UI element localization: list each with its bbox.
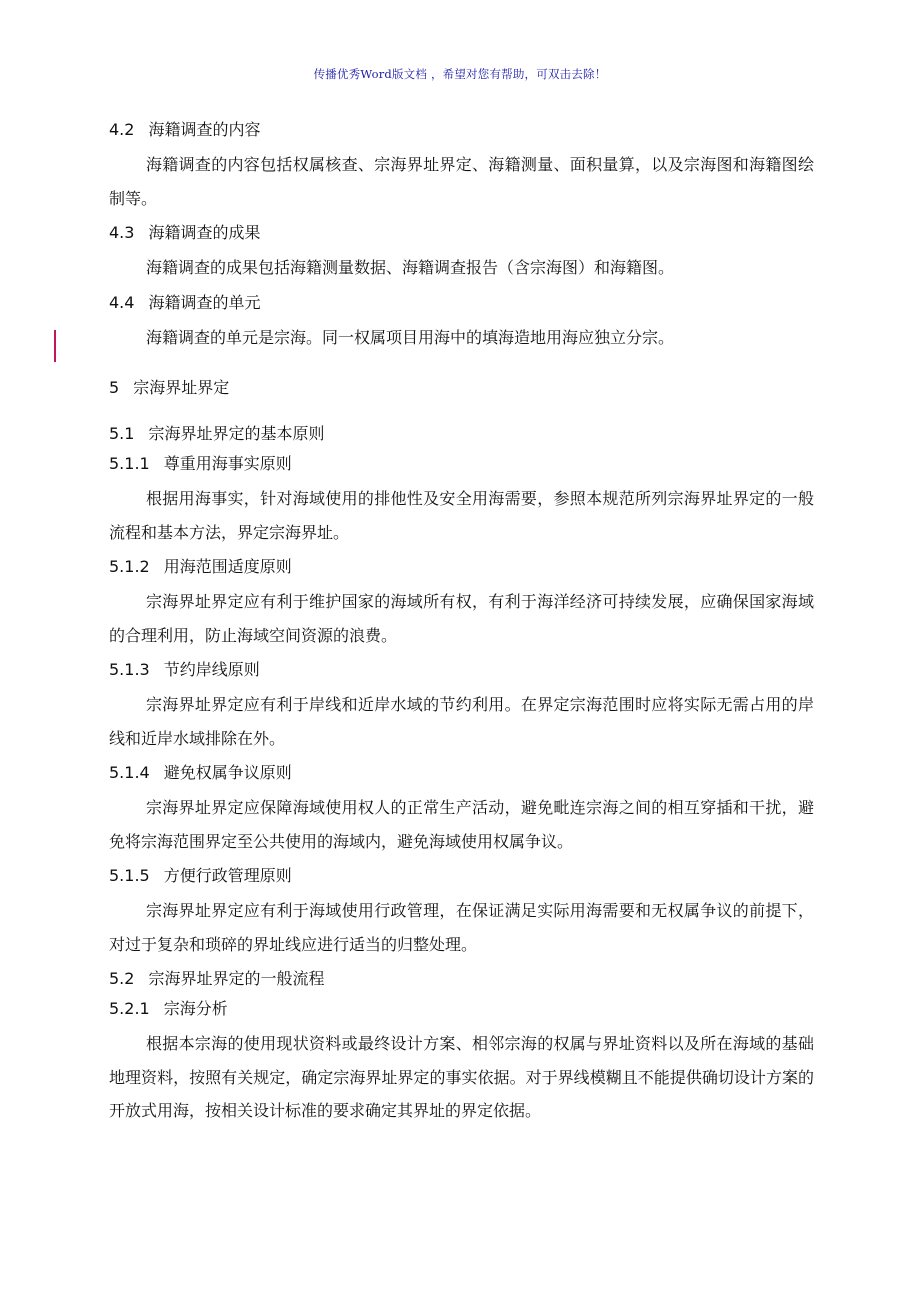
paragraph-5-1-3: 宗海界址界定应有利于岸线和近岸水域的节约利用。在界定宗海范围时应将实际无需占用的岸线和近岸水域排除在外。	[109, 695, 814, 748]
section-title: 宗海界址界定的基本原则	[148, 424, 325, 443]
section-number: 5.1	[109, 424, 135, 443]
section-title: 宗海界址界定	[133, 378, 230, 397]
section-number: 4.4	[109, 292, 135, 312]
section-title: 宗海分析	[163, 999, 228, 1018]
section-number: 4.3	[109, 223, 135, 242]
section-heading-5-1-1	[109, 452, 814, 476]
revision-margin-mark	[54, 330, 56, 362]
header-banner: 传播优秀Word版文档 ，希望对您有帮助，可双击去除！	[313, 67, 607, 81]
section-number: 5.2.1	[109, 999, 150, 1018]
section-heading-5-1-4	[109, 761, 814, 785]
section-heading-5-1-2	[109, 555, 814, 579]
section-number: 5.1.1	[109, 454, 150, 473]
section-number: 5.1.3	[109, 660, 150, 679]
paragraph-4-3: 海籍调查的成果包括海籍测量数据、海籍调查报告（含宗海图）和海籍图。	[146, 258, 675, 277]
section-number: 5.1.4	[109, 763, 150, 782]
section-title: 避免权属争议原则	[163, 763, 292, 782]
section-number: 5	[109, 378, 120, 397]
section-heading-4-3	[109, 221, 814, 245]
section-heading-5-1	[109, 422, 814, 446]
section-number: 5.2	[109, 969, 135, 988]
paragraph-4-4: 海籍调查的单元是宗海。同一权属项目用海中的填海造地用海应独立分宗。	[146, 327, 675, 347]
section-heading-5-2-1	[109, 997, 814, 1021]
paragraph-5-1-2: 宗海界址界定应有利于维护国家的海域所有权，有利于海洋经济可持续发展，应确保国家海域的合理利用，防止海域空间资源的浪费。	[109, 592, 814, 645]
section-number: 5.1.2	[109, 557, 150, 576]
section-title: 海籍调查的内容	[148, 120, 261, 139]
section-heading-5	[109, 376, 814, 400]
section-heading-5-2	[109, 967, 814, 991]
section-title: 节约岸线原则	[163, 660, 260, 679]
paragraph-5-1-1: 根据用海事实，针对海域使用的排他性及安全用海需要，参照本规范所列宗海界址界定的一般流程和基本方法，界定宗海界址。	[109, 489, 814, 542]
paragraph-5-1-5: 宗海界址界定应有利于海域使用行政管理，在保证满足实际用海需要和无权属争议的前提下，对过于复杂和琐碎的界址线应进行适当的归整处理。	[109, 901, 814, 954]
section-title: 宗海界址界定的一般流程	[148, 969, 325, 988]
section-number: 4.2	[109, 120, 135, 139]
section-title: 尊重用海事实原则	[163, 454, 292, 473]
section-title: 用海范围适度原则	[163, 557, 292, 576]
section-heading-5-1-3	[109, 658, 814, 682]
document-body	[109, 118, 814, 1128]
section-title: 海籍调查的成果	[148, 223, 261, 242]
paragraph-5-2-1: 根据本宗海的使用现状资料或最终设计方案、相邻宗海的权属与界址资料以及所在海域的基础地理资料，按照有关规定，确定宗海界址界定的事实依据。对于界线模糊且不能提供确切设计方案的开放式用海，按相关设计标准的要求确定其界址的界定依据。	[109, 1034, 814, 1120]
section-title: 海籍调查的单元	[148, 292, 261, 312]
paragraph-5-1-4: 宗海界址界定应保障海域使用权人的正常生产活动，避免毗连宗海之间的相互穿插和干扰，避免将宗海范围界定至公共使用的海域内，避免海域使用权属争议。	[109, 798, 814, 851]
section-heading-5-1-5	[109, 864, 814, 888]
paragraph-4-2: 海籍调查的内容包括权属核查、宗海界址界定、海籍测量、面积量算，以及宗海图和海籍图绘制等。	[109, 155, 814, 208]
section-heading-4-2	[109, 118, 814, 142]
section-number: 5.1.5	[109, 866, 150, 885]
section-title: 方便行政管理原则	[163, 866, 292, 885]
section-heading-4-4	[109, 291, 814, 315]
